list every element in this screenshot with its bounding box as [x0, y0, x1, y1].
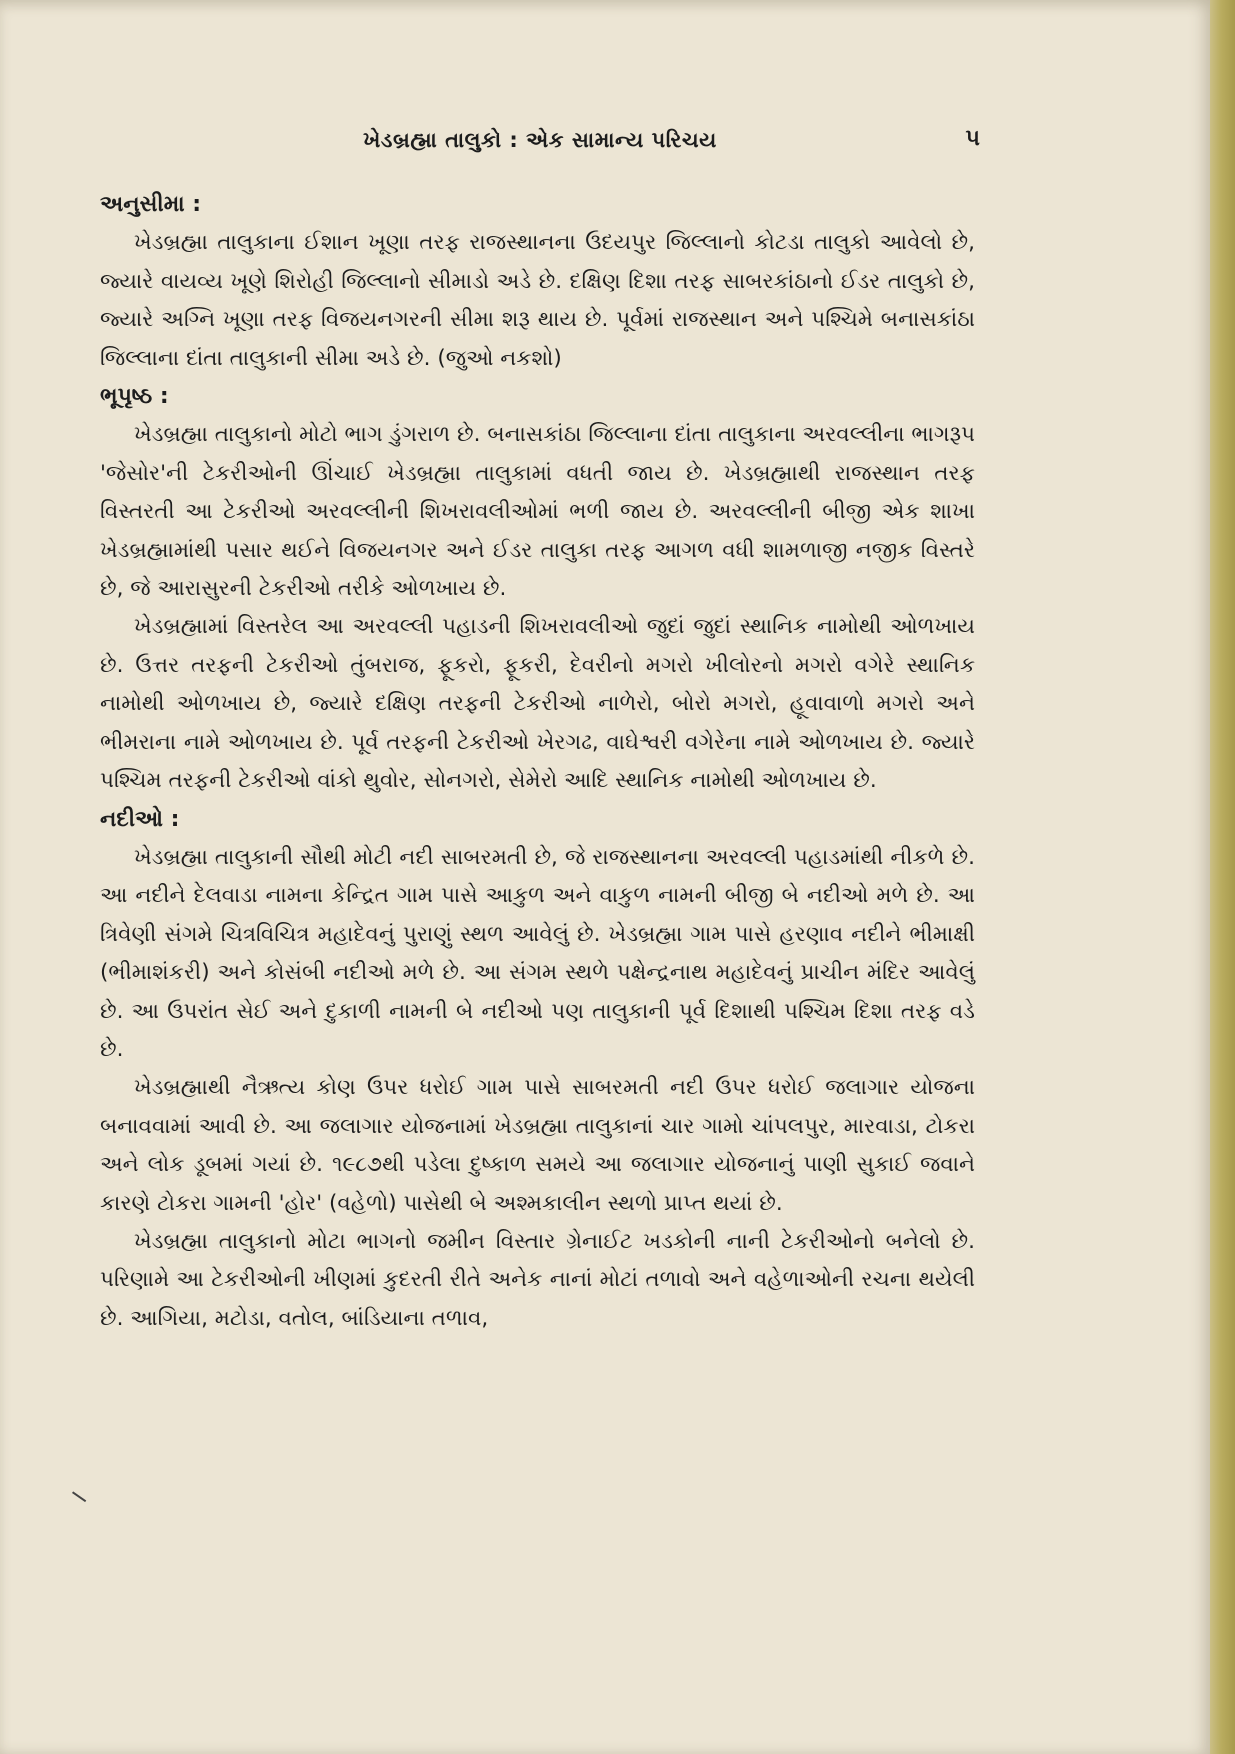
paragraph: ખેડબ્રહ્મા તાલુકાના ઈશાન ખૂણા તરફ રાજસ્થાનના ઉદયપુર જિલ્લાનો કોટડા તાલુકો આવેલો છે, જ્યારે વાયવ્ય ખૂણે શિરોહી જિલ્લાનો સીમાડો અડે છે. દક્ષિણ દિશા તરફ સાબરકાંઠાનો ઈડર તાલુકો છે, જ્યારે અગ્નિ ખૂણા તરફ વિજયનગરની સીમા શરૂ થાય છે. પૂર્વમાં રાજસ્થાન અને પશ્ચિમે બનાસકાંઠા જિલ્લાના દાંતા તાલુકાની સીમા અડે છે. (જુઓ નકશો): [100, 230, 975, 371]
page-number: ૫: [965, 126, 980, 151]
paragraph: ખેડબ્રહ્મા તાલુકાની સૌથી મોટી નદી સાબરમતી છે, જે રાજસ્થાનના અરવલ્લી પહાડમાંથી નીકળે છે. આ નદીને દેલવાડા નામના કેન્દ્રિત ગામ પાસે આકુળ અને વાકુળ નામની બીજી બે નદીઓ મળે છે. આ ત્રિવેણી સંગમે ચિત્રવિચિત્ર મહાદેવનું પુરાણું સ્થળ આવેલું છે. ખેડબ્રહ્મા ગામ પાસે હરણાવ નદીને ભીમાક્ષી (ભીમાશંકરી) અને કોસંબી નદીઓ મળે છે. આ સંગમ સ્થળે પક્ષેન્દ્રનાથ મહાદેવનું પ્રાચીન મંદિર આવેલું છે. આ ઉપરાંત સેઈ અને દુકાળી નામની બે નદીઓ પણ તાલુકાની પૂર્વ દિશાથી પશ્ચિમ દિશા તરફ વડે છે.: [100, 844, 975, 1062]
running-header: [100, 124, 980, 160]
section-heading-rivers: નદીઓ :: [100, 806, 180, 832]
paragraph: ખેડબ્રહ્મા તાલુકાનો મોટા ભાગનો જમીન વિસ્તાર ગ્રેનાઈટ ખડકોની નાની ટેકરીઓનો બનેલો છે. પરિણામે આ ટેકરીઓની ખીણમાં કુદરતી રીતે અનેક નાનાં મોટાં તળાવો અને વહેળાઓની રચના થયેલી છે. આગિયા, મટોડા, વતોલ, બાંડિયાના તળાવ,: [100, 1228, 975, 1331]
section-heading-boundaries: અનુસીમા :: [100, 192, 202, 217]
margin-pencil-mark: [72, 1480, 94, 1502]
running-title: ખેડબ્રહ્મા તાલુકો : એક સામાન્ય પરિચય: [363, 128, 717, 152]
paragraph: ખેડબ્રહ્માથી નૈઋત્ય કોણ ઉપર ધરોઈ ગામ પાસે સાબરમતી નદી ઉપર ધરોઈ જલાગાર યોજના બનાવવામાં આવી છે. આ જલાગાર યોજનામાં ખેડબ્રહ્મા તાલુકાનાં ચાર ગામો ચાંપલપુર, મારવાડા, ટોકરા અને લોક ડૂબમાં ગયાં છે. ૧૯૮૭થી પડેલા દુષ્કાળ સમયે આ જલાગાર યોજનાનું પાણી સુકાઈ જવાને કારણે ટોકરા ગામની 'હોર' (વહેળો) પાસેથી બે અશ્મકાલીન સ્થળો પ્રાપ્ત થયાં છે.: [100, 1075, 975, 1216]
page-content: [100, 186, 975, 1338]
book-cover-edge: [1210, 0, 1235, 1754]
section-heading-topography: ભૂપૃષ્ઠ :: [100, 384, 169, 410]
paragraph: ખેડબ્રહ્મા તાલુકાનો મોટો ભાગ ડુંગરાળ છે. બનાસકાંઠા જિલ્લાના દાંતા તાલુકાના અરવલ્લીના ભાગરૂપ 'જેસોર'ની ટેકરીઓની ઊંચાઈ ખેડબ્રહ્મા તાલુકામાં વધતી જાય છે. ખેડબ્રહ્માથી રાજસ્થાન તરફ વિસ્તરતી આ ટેકરીઓ અરવલ્લીની શિખરાવલીઓમાં ભળી જાય છે. અરવલ્લીની બીજી એક શાખા ખેડબ્રહ્મામાંથી પસાર થઈને વિજયનગર અને ઈડર તાલુકા તરફ આગળ વધી શામળાજી નજીક વિસ્તરે છે, જે આરાસુરની ટેકરીઓ તરીકે ઓળખાય છે.: [100, 422, 975, 602]
paragraph: ખેડબ્રહ્મામાં વિસ્તરેલ આ અરવલ્લી પહાડની શિખરાવલીઓ જુદાં જુદાં સ્થાનિક નામોથી ઓળખાય છે. ઉત્તર તરફની ટેકરીઓ તુંબરાજ, ફૂકરો, ફૂકરી, દેવરીનો મગરો ખીલોરનો મગરો વગેરે સ્થાનિક નામોથી ઓળખાય છે, જ્યારે દક્ષિણ તરફની ટેકરીઓ નાળેરો, બોરો મગરો, હૂવાવાળો મગરો અને ભીમરાના નામે ઓળખાય છે. પૂર્વ તરફની ટેકરીઓ ખેરગઢ, વાઘેશ્વરી વગેરેના નામે ઓળખાય છે. જ્યારે પશ્ચિમ તરફની ટેકરીઓ વાંકો થુવોર, સોનગરો, સેમેરો આદિ સ્થાનિક નામોથી ઓળખાય છે.: [100, 614, 975, 794]
